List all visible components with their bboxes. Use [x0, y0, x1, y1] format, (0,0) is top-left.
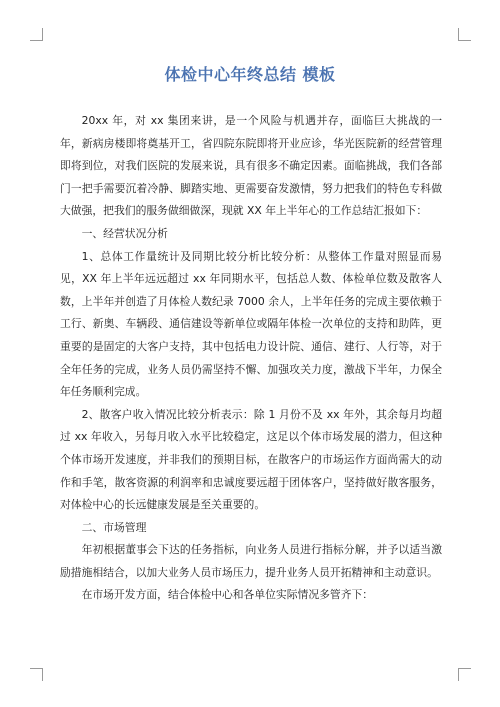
- section-heading-business-analysis: 一、经营状况分析: [81, 226, 168, 240]
- crop-mark-bottom-right: [458, 668, 471, 681]
- individual-customer-paragraph: 2、散客户收入情况比较分析表示：除 1 月份不及 xx 年外，其余每月均超过 xx 年收入，另每月收入水平比较稳定，这足以个体市场发展的潜力，但这种个体市场开发速度，并非我们的预期目标，在散客户的市场运作方面尚需大的动作和手笔，散客资源的利润率和忠诚度要远超于团体客户，坚持做好散客服务，对体检中心的长远健康发展是至关重要的。: [60, 407, 442, 512]
- document-title: 体检中心年终总结 模板: [164, 65, 336, 84]
- workload-analysis-paragraph: 1、总体工作量统计及同期比较分析比较分析：从整体工作量对照显而易见，XX 年上半年远远超过 xx 年同期水平，包括总人数、体检单位数及散客人数，上半年并创造了月体检人数纪录 7000 余人，上半年任务的完成主要依赖于工行、新奥、车辆段、通信建设等新单位或隔年体检一次单位的支持和助阵，更重要的是固定的大客户支持，其中包括电力设计院、通信、建行、人行等，对于全年任务的完成，业务人员仍需坚持不懈、加强攻关力度，激战下半年，力保全年任务顺利完成。: [60, 249, 442, 399]
- intro-paragraph: 20xx 年，对 xx 集团来讲，是一个风险与机遇并存，面临巨大挑战的一年，新病房楼即将奠基开工，省四院东院即将开业应诊，华光医院新的经营管理即将到位，对我们医院的发展来说，具有很多不确定因素。面临挑战，我们各部门一把手需要沉着冷静、脚踏实地、更需要奋发激情，努力把我们的特色专科做大做强，把我们的服务做细做深，现就 XX 年上半年心的工作总结汇报如下：: [60, 114, 442, 218]
- document-body: [60, 110, 442, 607]
- target-assignment-paragraph: 年初根据董事会下达的任务指标，向业务人员进行指标分解，并予以适当激励措施相结合，以加大业务人员市场压力，提升业务人员开拓精神和主动意识。: [60, 543, 442, 579]
- crop-mark-top-right: [458, 28, 471, 41]
- section-heading-market-management: 二、市场管理: [81, 520, 147, 534]
- crop-mark-bottom-left: [30, 668, 43, 681]
- crop-mark-top-left: [30, 28, 43, 41]
- market-development-paragraph: 在市场开发方面，结合体检中心和各单位实际情况多管齐下：: [81, 588, 374, 602]
